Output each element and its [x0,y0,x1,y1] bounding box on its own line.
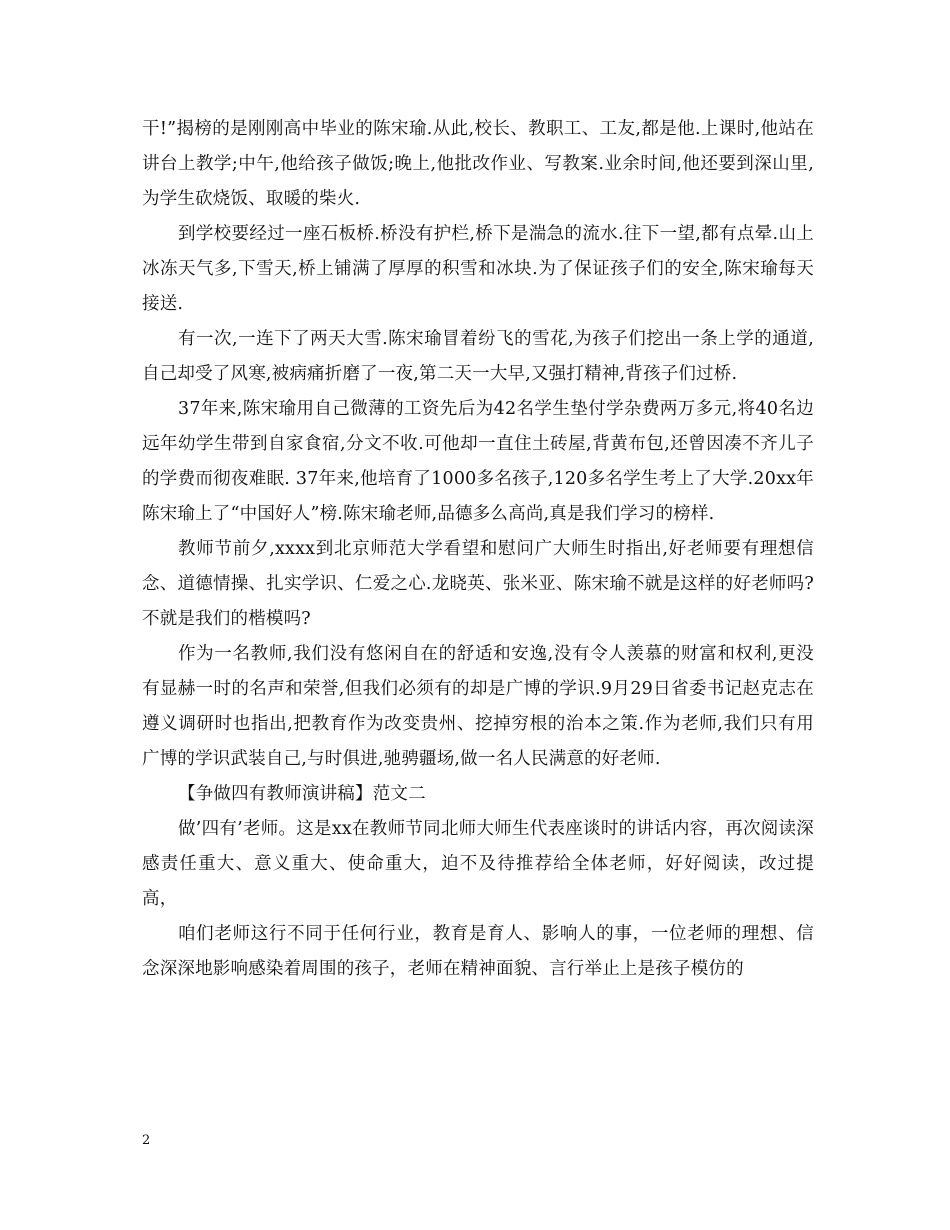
paragraph-5: 教师节前夕,xxxx到北京师范大学看望和慰问广大师生时指出,好老师要有理想信念、道德情操、扎实学识、仁爱之心.龙晓英、张米亚、陈宋瑜不就是这样的好老师吗?不就是我们的楷模吗? [142,539,814,629]
paragraph-7: 做’四有’老师。这是xx在教师节同北师大师生代表座谈时的讲话内容，再次阅读深感责任重大、意义重大、使命重大，迫不及待推荐给全体老师，好好阅读，改过提高， [142,819,814,909]
paragraph-6: 作为一名教师,我们没有悠闲自在的舒适和安逸,没有令人羡慕的财富和权利,更没有显赫一时的名声和荣誉,但我们必须有的却是广博的学识.9月29日省委书记赵克志在遵义调研时也指出,把教育作为改变贵州、挖掉穷根的治本之策.作为老师,我们只有用广博的学识武装自己,与时俱进,驰骋疆场,做一名人民满意的好老师. [142,644,814,769]
paragraph-4: 37年来,陈宋瑜用自己微薄的工资先后为42名学生垫付学杂费两万多元,将40名边远年幼学生带到自家食宿,分文不收.可他却一直住土砖屋,背黄布包,还曾因凑不齐儿子的学费而彻夜难眠. 37年来,他培育了1000多名孩子,120多名学生考上了大学.20xx年陈宋瑜上了“中国好人”榜.陈宋瑜老师,品德多么高尚,真是我们学习的榜样. [142,399,814,524]
paragraph-2: 到学校要经过一座石板桥.桥没有护栏,桥下是湍急的流水.往下一望,都有点晕.山上冰冻天气多,下雪天,桥上铺满了厚厚的积雪和冰块.为了保证孩子们的安全,陈宋瑜每天接送. [142,224,814,314]
paragraph-8: 咱们老师这行不同于任何行业，教育是育人、影响人的事，一位老师的理想、信念深深地影响感染着周围的孩子，老师在精神面貌、言行举止上是孩子模仿的 [142,924,814,979]
body-text [142,112,814,987]
paragraph-1: 干!”揭榜的是刚刚高中毕业的陈宋瑜.从此,校长、教职工、工友,都是他.上课时,他站在讲台上教学;中午,他给孩子做饭;晚上,他批改作业、写教案.业余时间,他还要到深山里,为学生砍烧饭、取暖的柴火. [142,119,814,209]
section-heading: 【争做四有教师演讲稿】范文二 [178,784,426,804]
paragraph-3: 有一次,一连下了两天大雪.陈宋瑜冒着纷飞的雪花,为孩子们挖出一条上学的通道,自己却受了风寒,被病痛折磨了一夜,第二天一大早,又强打精神,背孩子们过桥. [142,329,814,384]
page-number: 2 [142,1133,151,1148]
